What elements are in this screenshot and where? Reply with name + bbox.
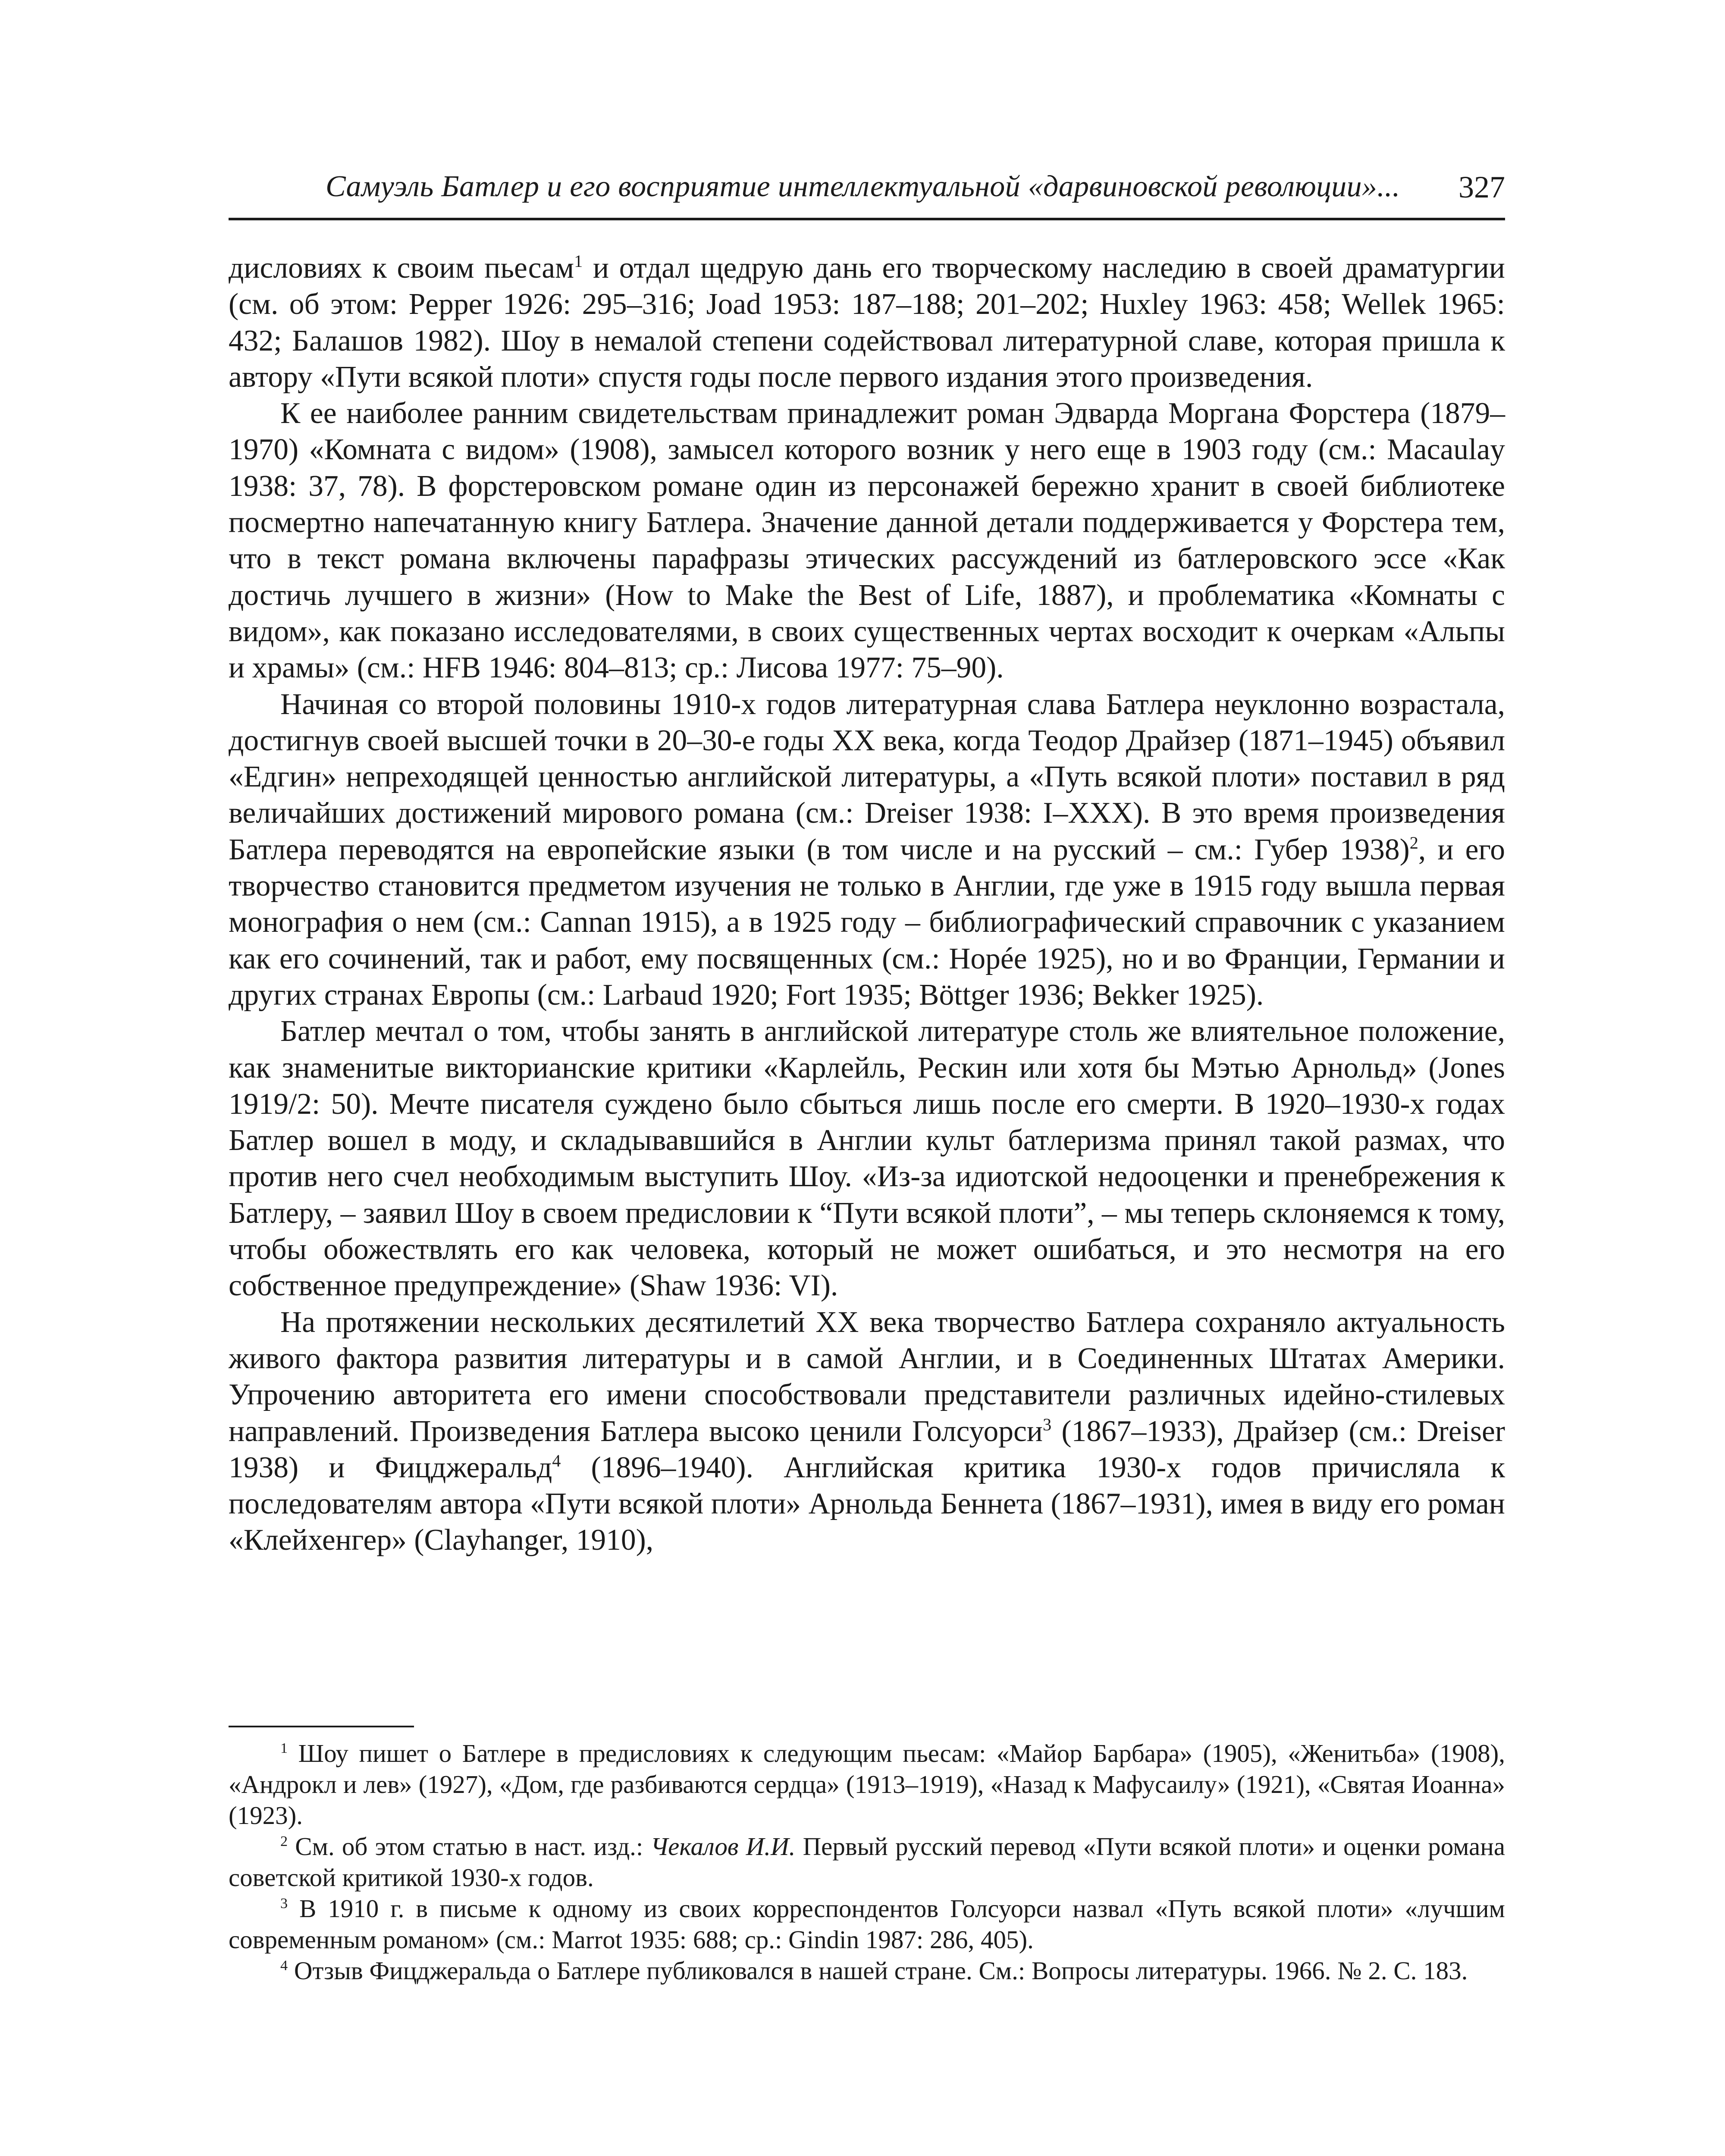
footnote [229,1738,1505,1831]
footnote-marker: 2 [1409,833,1418,852]
text-run: , и его творчество становится предметом изучения не только в Англии, где уже в 1915 году вышла первая монография о нем (см.: Cannan 1915), а в 1925 году – библиографический справочник с указанием как его сочинений, так и работ, ему посвященных (см.: Hopée 1925), но и во Франции, Германии и других странах Европы (см.: Larbaud 1920; Fort 1935; Böttger 1936; Bekker 1925). [229,833,1505,1012]
text-run: (1896–1940). Английская критика 1930-х годов причисляла к последователям автора «Пути всякой плоти» Арнольда Беннета (1867–1931), имея в виду его роман «Клейхенгер» (Clayhanger, 1910), [229,1451,1505,1557]
body-paragraph [229,1304,1505,1559]
main-text [229,250,1505,1559]
body-paragraph [229,250,1505,395]
text-run: дисловиях к своим пьесам [229,251,574,285]
page-number: 327 [1458,170,1505,204]
text-run: и отдал щедрую дань его творческому наследию в своей драматургии (см. об этом: Pepper 1926: 295–316; Joad 1953: 187–188; 201–202; Huxley 1963: 458; Wellek 1965: 432; Балашов 1982). Шоу в немалой степени содействовал литературной славе, которая пришла к автору «Пути всякой плоти» спустя годы после первого издания этого произведения. [229,251,1505,394]
footnote [229,1955,1505,1986]
body-paragraph [229,395,1505,686]
footnote-marker: 1 [280,1740,288,1756]
footnote-marker: 3 [280,1895,288,1912]
text-run: Батлер мечтал о том, чтобы занять в английской литературе столь же влиятельное положение, как знаменитые викторианские критики «Карлейль, Рескин или хотя бы Мэтью Арнольд» (Jones 1919/2: 50). Мечте писателя суждено было сбыться лишь после его смерти. В 1920–1930-х годах Батлер вошел в моду, и складывавшийся в Англии культ батлеризма принял такой размах, что против него счел необходимым выступить Шоу. «Из-за идиотской недооценки и пренебрежения к Батлеру, – заявил Шоу в своем предисловии к “Пути всякой плоти”, – мы теперь склоняемся к тому, чтобы обожествлять его как человека, который не может ошибаться, и это несмотря на его собственное предупреждение» (Shaw 1936: VI). [229,1015,1505,1303]
text-run: В 1910 г. в письме к одному из своих корреспондентов Голсуорси назвал «Путь всякой плоти» «лучшим современным романом» (см.: Marrot 1935: 688; ср.: Gindin 1987: 286, 405). [229,1894,1505,1954]
running-header [229,166,1505,220]
footnote [229,1831,1505,1893]
footnote-marker: 3 [1042,1414,1052,1434]
text-run: К ее наиболее ранним свидетельствам принадлежит роман Эдварда Моргана Форстера (1879–1970) «Комната с видом» (1908), замысел которого возник у него еще в 1903 году (см.: Macaulay 1938: 37, 78). В форстеровском романе один из персонажей бережно хранит в своей библиотеке посмертно напечатанную книгу Батлера. Значение данной детали поддерживается у Форстера тем, что в текст романа включены парафразы этических рассуждений из батлеровского эссе «Как достичь лучшего в жизни» (How to Make the Best of Life, 1887), и проблематика «Комнаты с видом», как показано исследователями, в своих существенных чертах восходит к очеркам «Альпы и храмы» (см.: HFB 1946: 804–813; ср.: Лисова 1977: 75–90). [229,397,1505,685]
footnote-marker: 2 [280,1833,288,1849]
footnote-marker: 1 [574,251,583,271]
footnote [229,1893,1505,1955]
running-title: Самуэль Батлер и его восприятие интеллектуальной «дарвиновской революции»... [326,170,1400,203]
footnote-marker: 4 [552,1451,561,1470]
text-run: Первый русский перевод «Пути всякой плоти» и оценки романа советской критикой 1930-х годов. [229,1832,1505,1892]
text-run: Шоу пишет о Батлере в предисловиях к следующим пьесам: «Майор Барбара» (1905), «Женитьба» (1908), «Андрокл и лев» (1927), «Дом, где разбиваются сердца» (1913–1919), «Назад к Мафусаилу» (1921), «Святая Иоанна» (1923). [229,1739,1505,1830]
text-run: (1867–1933), Драйзер (см.: Dreiser 1938) и Фицджеральд [229,1414,1505,1484]
text-run: Отзыв Фицджеральда о Батлере публиковался в нашей стране. См.: Вопросы литературы. 1966. № 2. С. 183. [288,1956,1468,1985]
body-paragraph [229,1013,1505,1304]
footnote-separator [229,1726,414,1727]
text-run: См. об этом статью в наст. изд.: [288,1832,651,1861]
body-paragraph [229,686,1505,1014]
text-run: Начиная со второй половины 1910-х годов литературная слава Батлера неуклонно возрастала, достигнув своей высшей точки в 20–30-е годы XX века, когда Теодор Драйзер (1871–1945) объявил «Едгин» непреходящей ценностью английской литературы, а «Путь всякой плоти» поставил в ряд величайших достижений мирового романа (см.: Dreiser 1938: I–XXX). В это время произведения Батлера переводятся на европейские языки (в том числе и на русский – см.: Губер 1938) [229,687,1505,866]
footnotes [229,1738,1505,1986]
text-run: На протяжении нескольких десятилетий XX века творчество Батлера сохраняло актуальность живого фактора развития литературы и в самой Англии, и в Соединенных Штатах Америки. Упрочению авторитета его имени способствовали представители различных идейно-стилевых направлений. Произведения Батлера высоко ценили Голсуорси [229,1305,1505,1448]
footnote-marker: 4 [280,1957,288,1974]
cited-author: Чекалов И.И. [650,1832,796,1861]
